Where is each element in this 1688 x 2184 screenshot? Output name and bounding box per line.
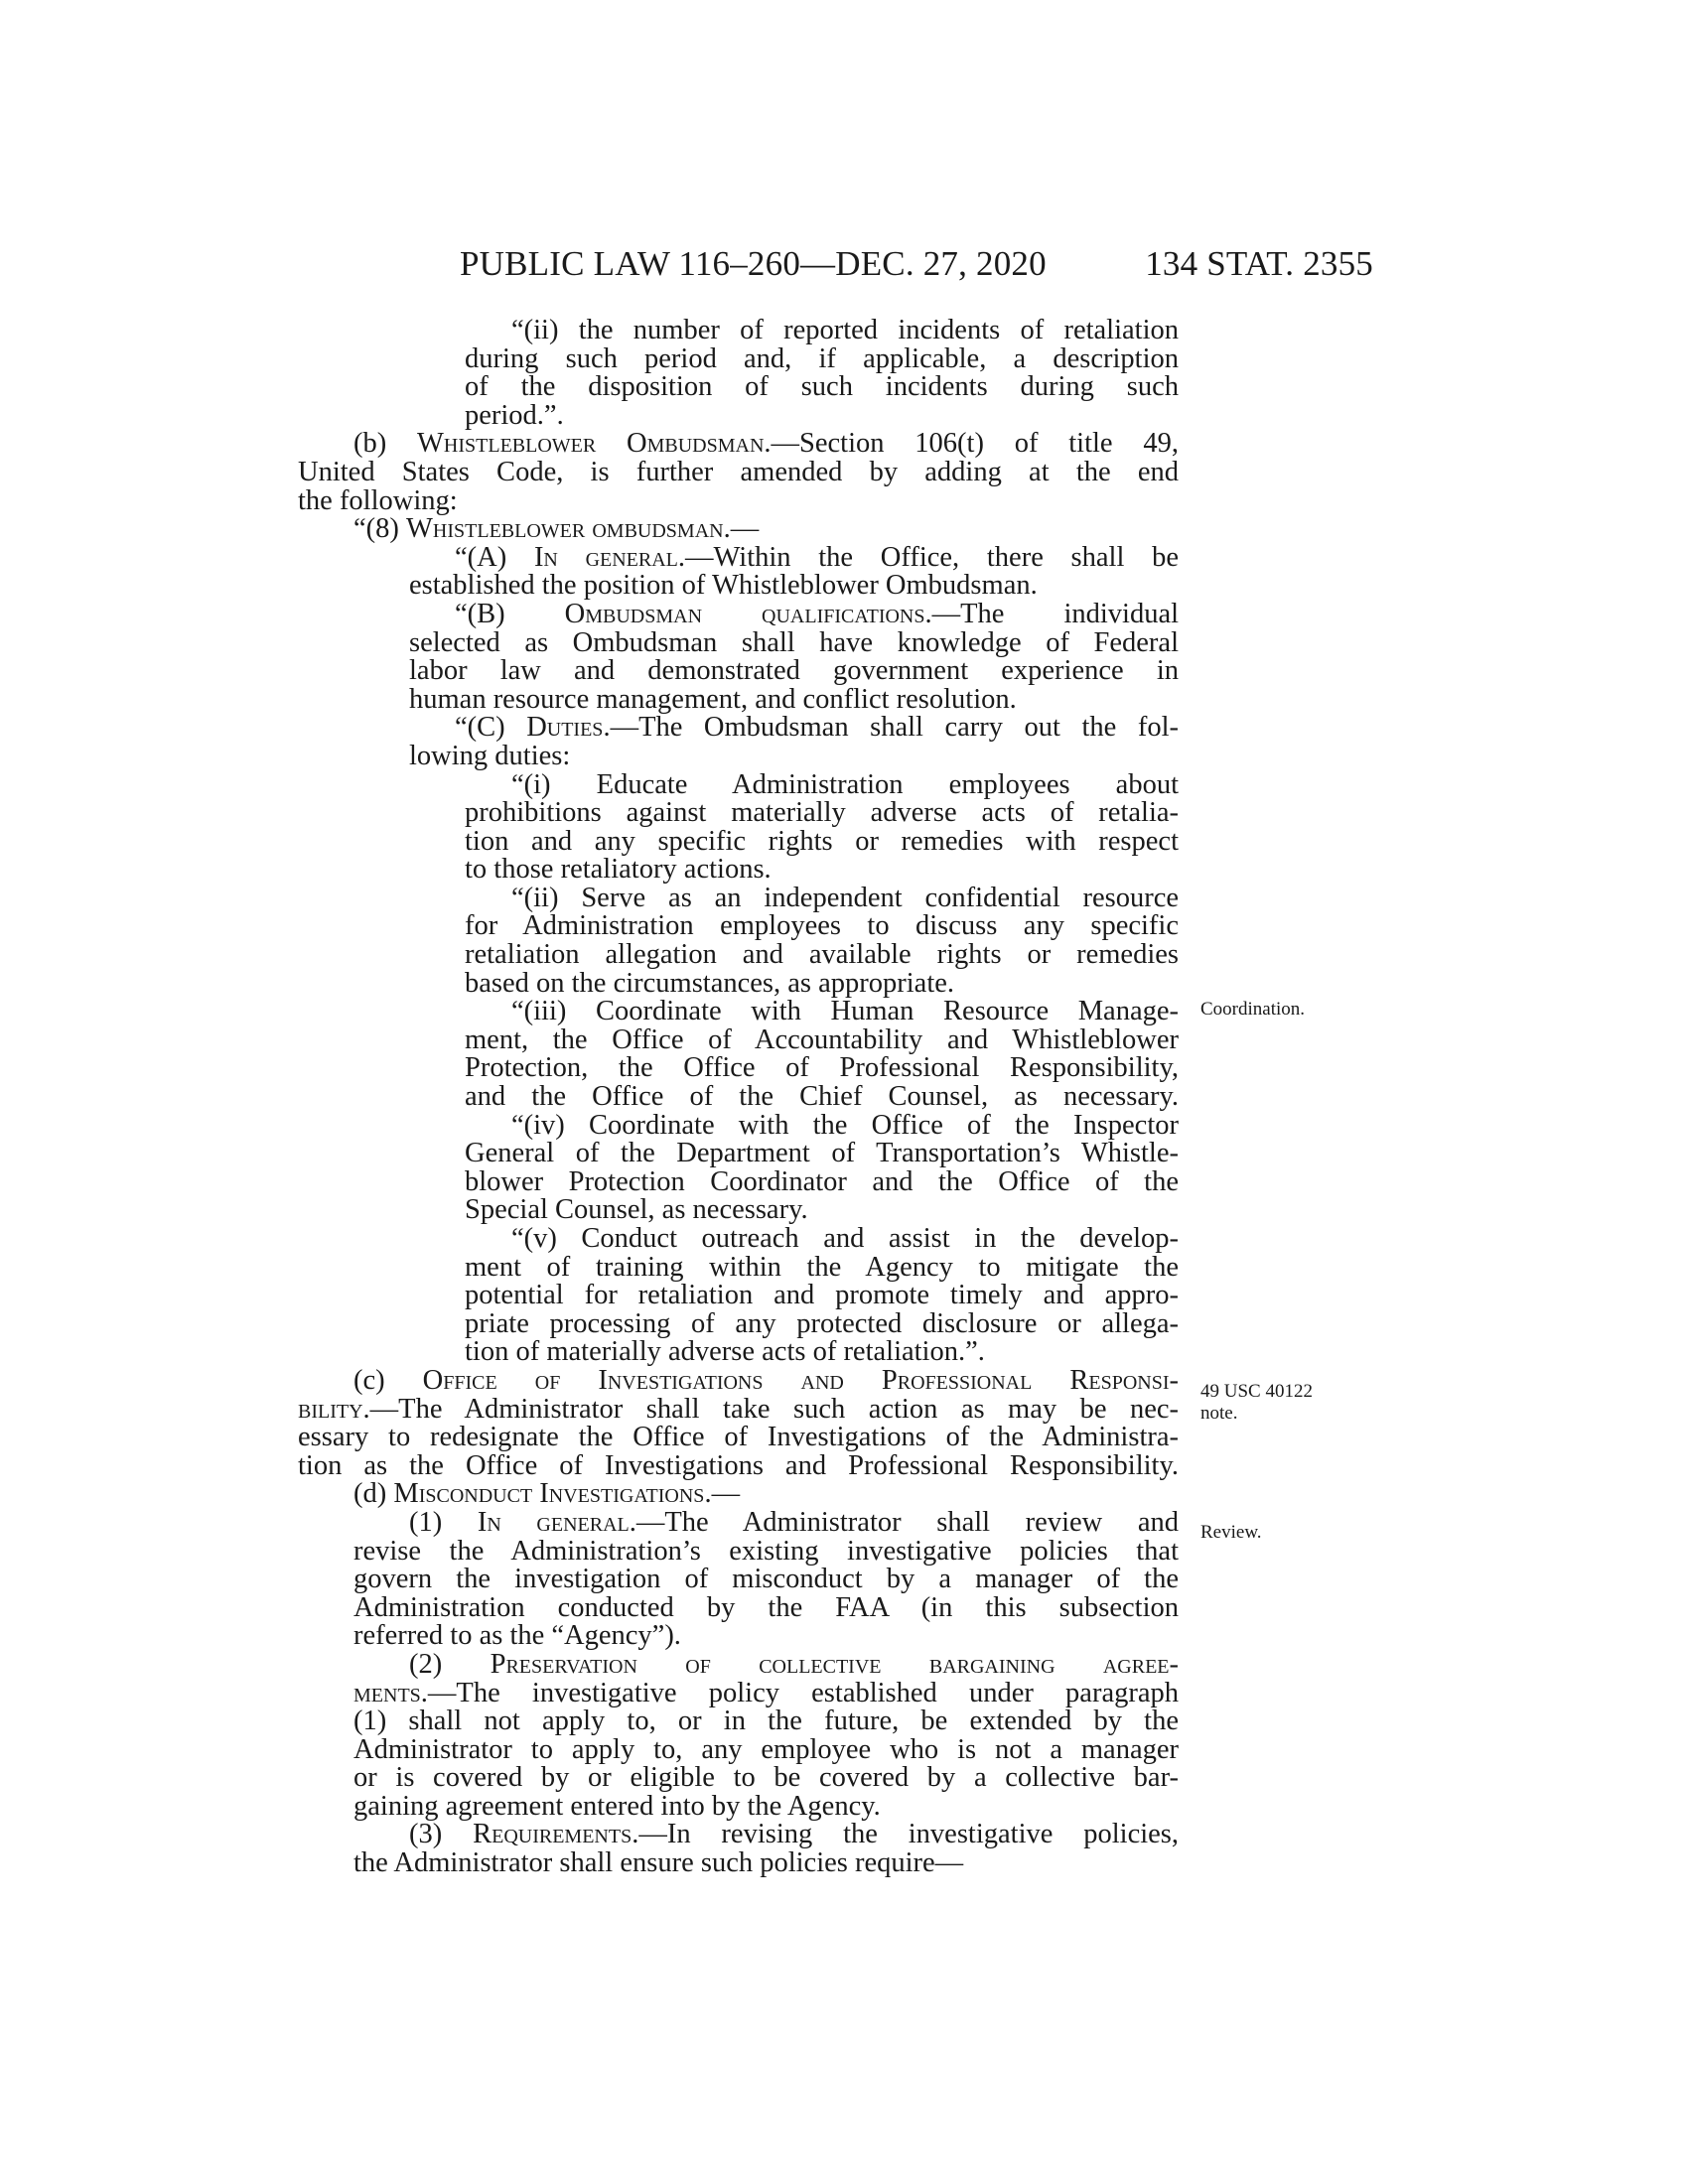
margin-note-usc-citation: 49 USC 40122 — [1200, 1381, 1313, 1402]
clause-iii: “(iii) Coordinate with Human Resource Manage- — [511, 996, 1179, 1027]
paragraph-3-heading: (3) Requirements.—In revising the investigative policies, — [409, 1819, 1180, 1850]
text-line: bility.—The Administrator shall take such action as may be nec- — [298, 1393, 1179, 1425]
text-line: selected as Ombudsman shall have knowledge of Federal — [409, 626, 1179, 658]
subsection-b-heading: (b) Whistleblower Ombudsman.—Section 106(t) of title 49, — [353, 428, 1179, 460]
margin-note-review: Review. — [1200, 1522, 1262, 1543]
text-line: of the disposition of such incidents during such — [465, 371, 1179, 403]
text-line: potential for retaliation and promote timely and appro- — [465, 1280, 1179, 1311]
text-line: the Administrator shall ensure such policies require— — [353, 1847, 964, 1879]
stat-page-number: 134 STAT. 2355 — [1145, 244, 1373, 283]
text-line: Administrator to apply to, any employee who is not a manager — [353, 1733, 1179, 1765]
margin-note-coordination: Coordination. — [1200, 999, 1306, 1020]
text-line: or is covered by or eligible to be covered by a collective bar- — [353, 1762, 1179, 1794]
text-line: to those retaliatory actions. — [465, 854, 772, 886]
subsection-c-heading: (c) Office of Investigations and Professional Responsi- — [353, 1364, 1179, 1396]
text-line: (1) shall not apply to, or in the future, be extended by the — [353, 1706, 1179, 1737]
text-line: ments.—The investigative policy established under paragraph — [353, 1677, 1179, 1708]
clause-ii: “(ii) Serve as an independent confidential resource — [511, 882, 1179, 913]
text-line: retaliation allegation and available rights or remedies — [465, 939, 1179, 971]
text-line: Special Counsel, as necessary. — [465, 1194, 808, 1226]
text-line: prohibitions against materially adverse acts of retalia- — [465, 797, 1179, 829]
text-line: the following: — [298, 484, 458, 516]
text-line: based on the circumstances, as appropriate. — [465, 967, 955, 999]
text-line: priate processing of any protected disclosure or allega- — [465, 1307, 1179, 1339]
margin-note-usc-note: note. — [1200, 1403, 1238, 1424]
subparagraph-c-heading: “(C) Duties.—The Ombudsman shall carry out the fol- — [455, 712, 1180, 744]
text-line: referred to as the “Agency”). — [353, 1620, 681, 1652]
text-line: blower Protection Coordinator and the Office of the — [465, 1165, 1179, 1197]
law-title: PUBLIC LAW 116–260—DEC. 27, 2020 — [460, 244, 1047, 283]
clause-v: “(v) Conduct outreach and assist in the develop- — [511, 1223, 1179, 1254]
paragraph-8-heading: “(8) Whistleblower ombudsman.— — [353, 513, 760, 545]
text-line: Administration conducted by the FAA (in this subsection — [353, 1591, 1179, 1623]
text-line: human resource management, and conflict resolution. — [409, 683, 1017, 715]
text-line: established the position of Whistleblower Ombudsman. — [409, 570, 1038, 602]
text-line: govern the investigation of misconduct by a manager of the — [353, 1564, 1179, 1595]
text-line: tion and any specific rights or remedies with respect — [465, 825, 1179, 857]
text-line: period.”. — [465, 399, 564, 431]
subsection-d-heading: (d) Misconduct Investigations.— — [353, 1478, 741, 1510]
clause-iv: “(iv) Coordinate with the Office of the Inspector — [511, 1109, 1179, 1141]
text-line: General of the Department of Transportation’s Whistle- — [465, 1138, 1179, 1169]
subparagraph-a-heading: “(A) In general.—Within the Office, there shall be — [455, 541, 1179, 573]
paragraph-2-heading: (2) Preservation of collective bargaining agree- — [409, 1648, 1180, 1680]
text-line: for Administration employees to discuss any specific — [465, 910, 1179, 942]
text-line: Protection, the Office of Professional Responsibility, — [465, 1052, 1179, 1084]
text-line: labor law and demonstrated government experience in — [409, 655, 1179, 687]
text-line: lowing duties: — [409, 740, 571, 771]
subparagraph-b-heading: “(B) Ombudsman qualifications.—The individual — [455, 598, 1180, 629]
text-line: ment, the Office of Accountability and Whistleblower — [465, 1024, 1179, 1055]
statute-body — [298, 317, 1179, 1878]
text-line: tion as the Office of Investigations and Professional Responsibility. — [298, 1449, 1179, 1481]
text-line: revise the Administration’s existing investigative policies that — [353, 1535, 1179, 1567]
text-line: United States Code, is further amended by adding at the end — [298, 456, 1179, 487]
clause-i: “(i) Educate Administration employees about — [511, 768, 1179, 800]
text-line: and the Office of the Chief Counsel, as necessary. — [465, 1081, 1179, 1113]
text-line: ment of training within the Agency to mitigate the — [465, 1251, 1179, 1283]
page-header — [460, 244, 1373, 288]
text-line: “(ii) the number of reported incidents of retaliation — [511, 315, 1179, 345]
text-line: gaining agreement entered into by the Agency. — [353, 1790, 881, 1822]
paragraph-1-heading: (1) In general.—The Administrator shall review and — [409, 1506, 1179, 1538]
text-line: tion of materially adverse acts of retaliation.”. — [465, 1336, 985, 1368]
text-line: during such period and, if applicable, a description — [465, 342, 1179, 374]
text-line: essary to redesignate the Office of Investigations of the Administra- — [298, 1422, 1179, 1453]
